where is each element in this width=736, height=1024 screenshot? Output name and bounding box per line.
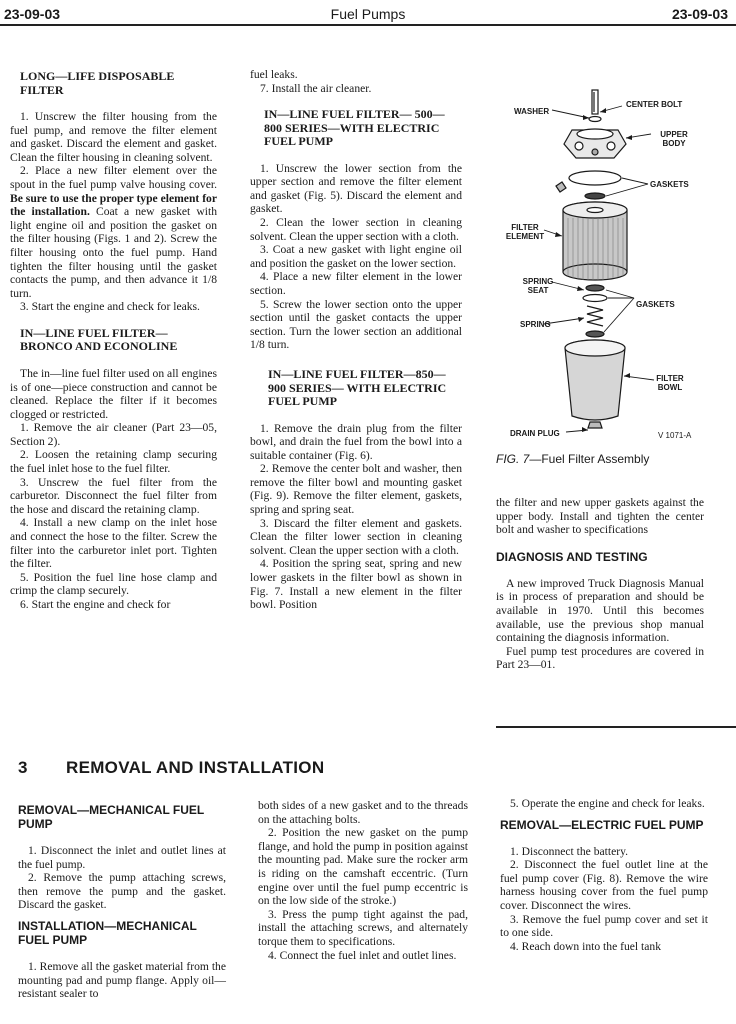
- bottom-column-3: [500, 797, 708, 953]
- label-spring: SPRING: [520, 320, 551, 329]
- section-rule: [496, 726, 736, 728]
- paragraph: 2. Remove the pump attaching screws, then remove the pump and the gasket. Discard the gasket.: [18, 871, 226, 912]
- heading-500-800-series: IN—LINE FUEL FILTER— 500—800 SERIES—WITH ELECTRIC FUEL PUMP: [264, 107, 445, 149]
- bottom-column-1: [18, 803, 226, 1001]
- paragraph: 1. Remove all the gasket material from the mounting pad and pump flange. Apply oil—resistant sealer to: [18, 959, 226, 1001]
- paragraph: 2. Remove the center bolt and washer, then remove the filter bowl and mounting gasket (Fig. 9). Remove the filter element, gaskets, spring and spring seat.: [250, 462, 462, 517]
- heading-diagnosis-testing: DIAGNOSIS AND TESTING: [496, 549, 648, 564]
- paragraph: 5. Position the fuel line hose clamp and crimp the clamp securely.: [10, 570, 217, 598]
- paragraph: 1. Remove the drain plug from the filter bowl, and drain the fuel from the bowl into a suitable container (Fig. 6).: [250, 421, 462, 462]
- paragraph: 4. Place a new filter element in the lower section.: [250, 270, 462, 298]
- heading-installation-mechanical: INSTALLATION—MECHANICAL FUEL PUMP: [18, 918, 197, 947]
- label-filter-bowl: FILTER BOWL: [656, 374, 684, 392]
- figure-code: V 1071-A: [658, 431, 692, 440]
- label-filter-element: FILTER ELEMENT: [505, 223, 545, 241]
- column-2: [250, 68, 462, 612]
- heading-850-900-series: IN—LINE FUEL FILTER—850—900 SERIES— WITH ELECTRIC FUEL PUMP: [268, 367, 447, 408]
- heading-long-life-filter: LONG—LIFE DISPOSABLE FILTER: [20, 69, 175, 97]
- label-upper-body: UPPER BODY: [660, 130, 688, 148]
- column-3: [496, 496, 704, 672]
- section-title: REMOVAL AND INSTALLATION: [66, 758, 325, 777]
- label-washer: WASHER: [514, 107, 550, 116]
- fuel-filter-assembly-drawing: [494, 86, 730, 446]
- paragraph: 1. Remove the air cleaner (Part 23—05, Section 2).: [10, 421, 217, 448]
- header-rule: [0, 24, 736, 26]
- paragraph: 2. Disconnect the fuel outlet line at the fuel pump cover (Fig. 8). Remove the wire harness housing cover from the fuel pump cover. Disconnect the wires.: [500, 858, 708, 912]
- paragraph: 5. Screw the lower section onto the upper section until the gasket contacts the upper section. Turn the lower section an additional 1/8 turn.: [250, 297, 462, 352]
- paragraph: 2. Loosen the retaining clamp securing the fuel inlet hose to the fuel filter.: [10, 448, 217, 476]
- paragraph: 1. Disconnect the inlet and outlet lines at the fuel pump.: [18, 844, 226, 871]
- paragraph: 3. Press the pump tight against the pad, install the attaching screws, and alternately torque them to specifications.: [258, 907, 468, 948]
- paragraph: 3. Start the engine and check for leaks.: [20, 300, 200, 314]
- heading-bronco-econoline: IN—LINE FUEL FILTER— BRONCO AND ECONOLINE: [20, 325, 178, 354]
- section-number: 3: [18, 758, 28, 777]
- paragraph: 3. Remove the fuel pump cover and set it to one side.: [500, 912, 708, 940]
- paragraph: 6. Start the engine and check for: [20, 598, 171, 611]
- column-1: [10, 70, 217, 612]
- page-title: Fuel Pumps: [330, 6, 406, 22]
- paragraph: 2. Place a new filter element over the spout in the fuel pump valve housing cover. Be sure to use the proper type element for the installation. Coat a new gasket with light engine oil and position the gasket on the filter housing (Figs. 1 and 2). Screw the filter housing onto the fuel pump. Hand tighten the filter housing until the gasket contacts the pump, and then advance it 1/8 turn.: [10, 164, 217, 300]
- page-number-left: 23-09-03: [4, 6, 61, 22]
- figure-caption: FIG. 7—Fuel Filter Assembly: [496, 452, 650, 466]
- paragraph: 3. Coat a new gasket with light engine oil and position the gasket on the lower section.: [250, 243, 462, 270]
- bottom-column-2: [258, 799, 468, 962]
- paragraph: 3. Discard the filter element and gaskets. Clean the filter lower section in cleaning solvent. Clean the upper section with a cloth.: [250, 516, 462, 557]
- label-gaskets-lower: GASKETS: [636, 300, 675, 309]
- paragraph: 2. Position the new gasket on the pump flange, and hold the pump in position against the mounting pad. Make sure the rocker arm is riding on the camshaft eccentric. (Turn engine over until the fuel pump eccentric is on the low side of the stroke.): [258, 826, 468, 908]
- heading-removal-mechanical: REMOVAL—MECHANICAL FUEL PUMP: [18, 803, 204, 831]
- paragraph: the filter and new upper gaskets against the upper body. Install and tighten the center bolt and washer to specifications: [496, 496, 704, 537]
- paragraph: 4. Connect the fuel inlet and outlet lines.: [268, 948, 457, 962]
- paragraph: 4. Install a new clamp on the inlet hose and connect the hose to the filter. Screw the filter into the carburetor inlet port. Tighten the filter.: [10, 516, 217, 571]
- label-drain-plug: DRAIN PLUG: [510, 429, 560, 438]
- page-number-right: 23-09-03: [671, 6, 728, 22]
- label-gaskets-upper: GASKETS: [650, 180, 689, 189]
- label-spring-seat: SPRING SEAT: [522, 277, 554, 295]
- paragraph: 1. Unscrew the filter housing from the fuel pump, and remove the filter element and gasket. Discard the element and gasket. Clean the filter housing in cleaning solvent.: [10, 110, 217, 164]
- paragraph: fuel leaks.: [250, 68, 298, 81]
- label-center-bolt: CENTER BOLT: [626, 100, 683, 109]
- paragraph: A new improved Truck Diagnosis Manual is in process of preparation and should be available in 1970. Until this becomes available, use the previous shop manual containing the diagnosis information.: [496, 576, 704, 645]
- paragraph: Fuel pump test procedures are covered in Part 23—01.: [496, 644, 704, 672]
- paragraph: 2. Clean the lower section in cleaning solvent. Clean the upper section with a cloth.: [250, 216, 462, 243]
- fuel-filter-figure: [494, 86, 730, 446]
- paragraph: 3. Unscrew the fuel filter from the carburetor. Disconnect the fuel filter from the hose and discard the retaining clamp.: [10, 475, 217, 516]
- heading-removal-electric: REMOVAL—ELECTRIC FUEL PUMP: [500, 817, 704, 832]
- paragraph: The in—line fuel filter used on all engines is of one—piece construction and cannot be cleaned. Replace the filter if it becomes clogged or restricted.: [10, 366, 217, 421]
- paragraph: 1. Disconnect the battery.: [510, 844, 629, 858]
- paragraph: 4. Reach down into the fuel tank: [510, 939, 662, 953]
- paragraph: 4. Position the spring seat, spring and new lower gaskets in the filter bowl as shown in Fig. 7. Install a new element in the filter bowl. Position: [250, 557, 462, 612]
- paragraph: 5. Operate the engine and check for leaks.: [510, 797, 705, 810]
- paragraph: both sides of a new gasket and to the threads on the attaching bolts.: [258, 799, 468, 826]
- paragraph: 7. Install the air cleaner.: [260, 81, 372, 95]
- paragraph: 1. Unscrew the lower section from the upper section and remove the filter element and gasket (Fig. 5). Discard the element and gasket.: [250, 161, 462, 216]
